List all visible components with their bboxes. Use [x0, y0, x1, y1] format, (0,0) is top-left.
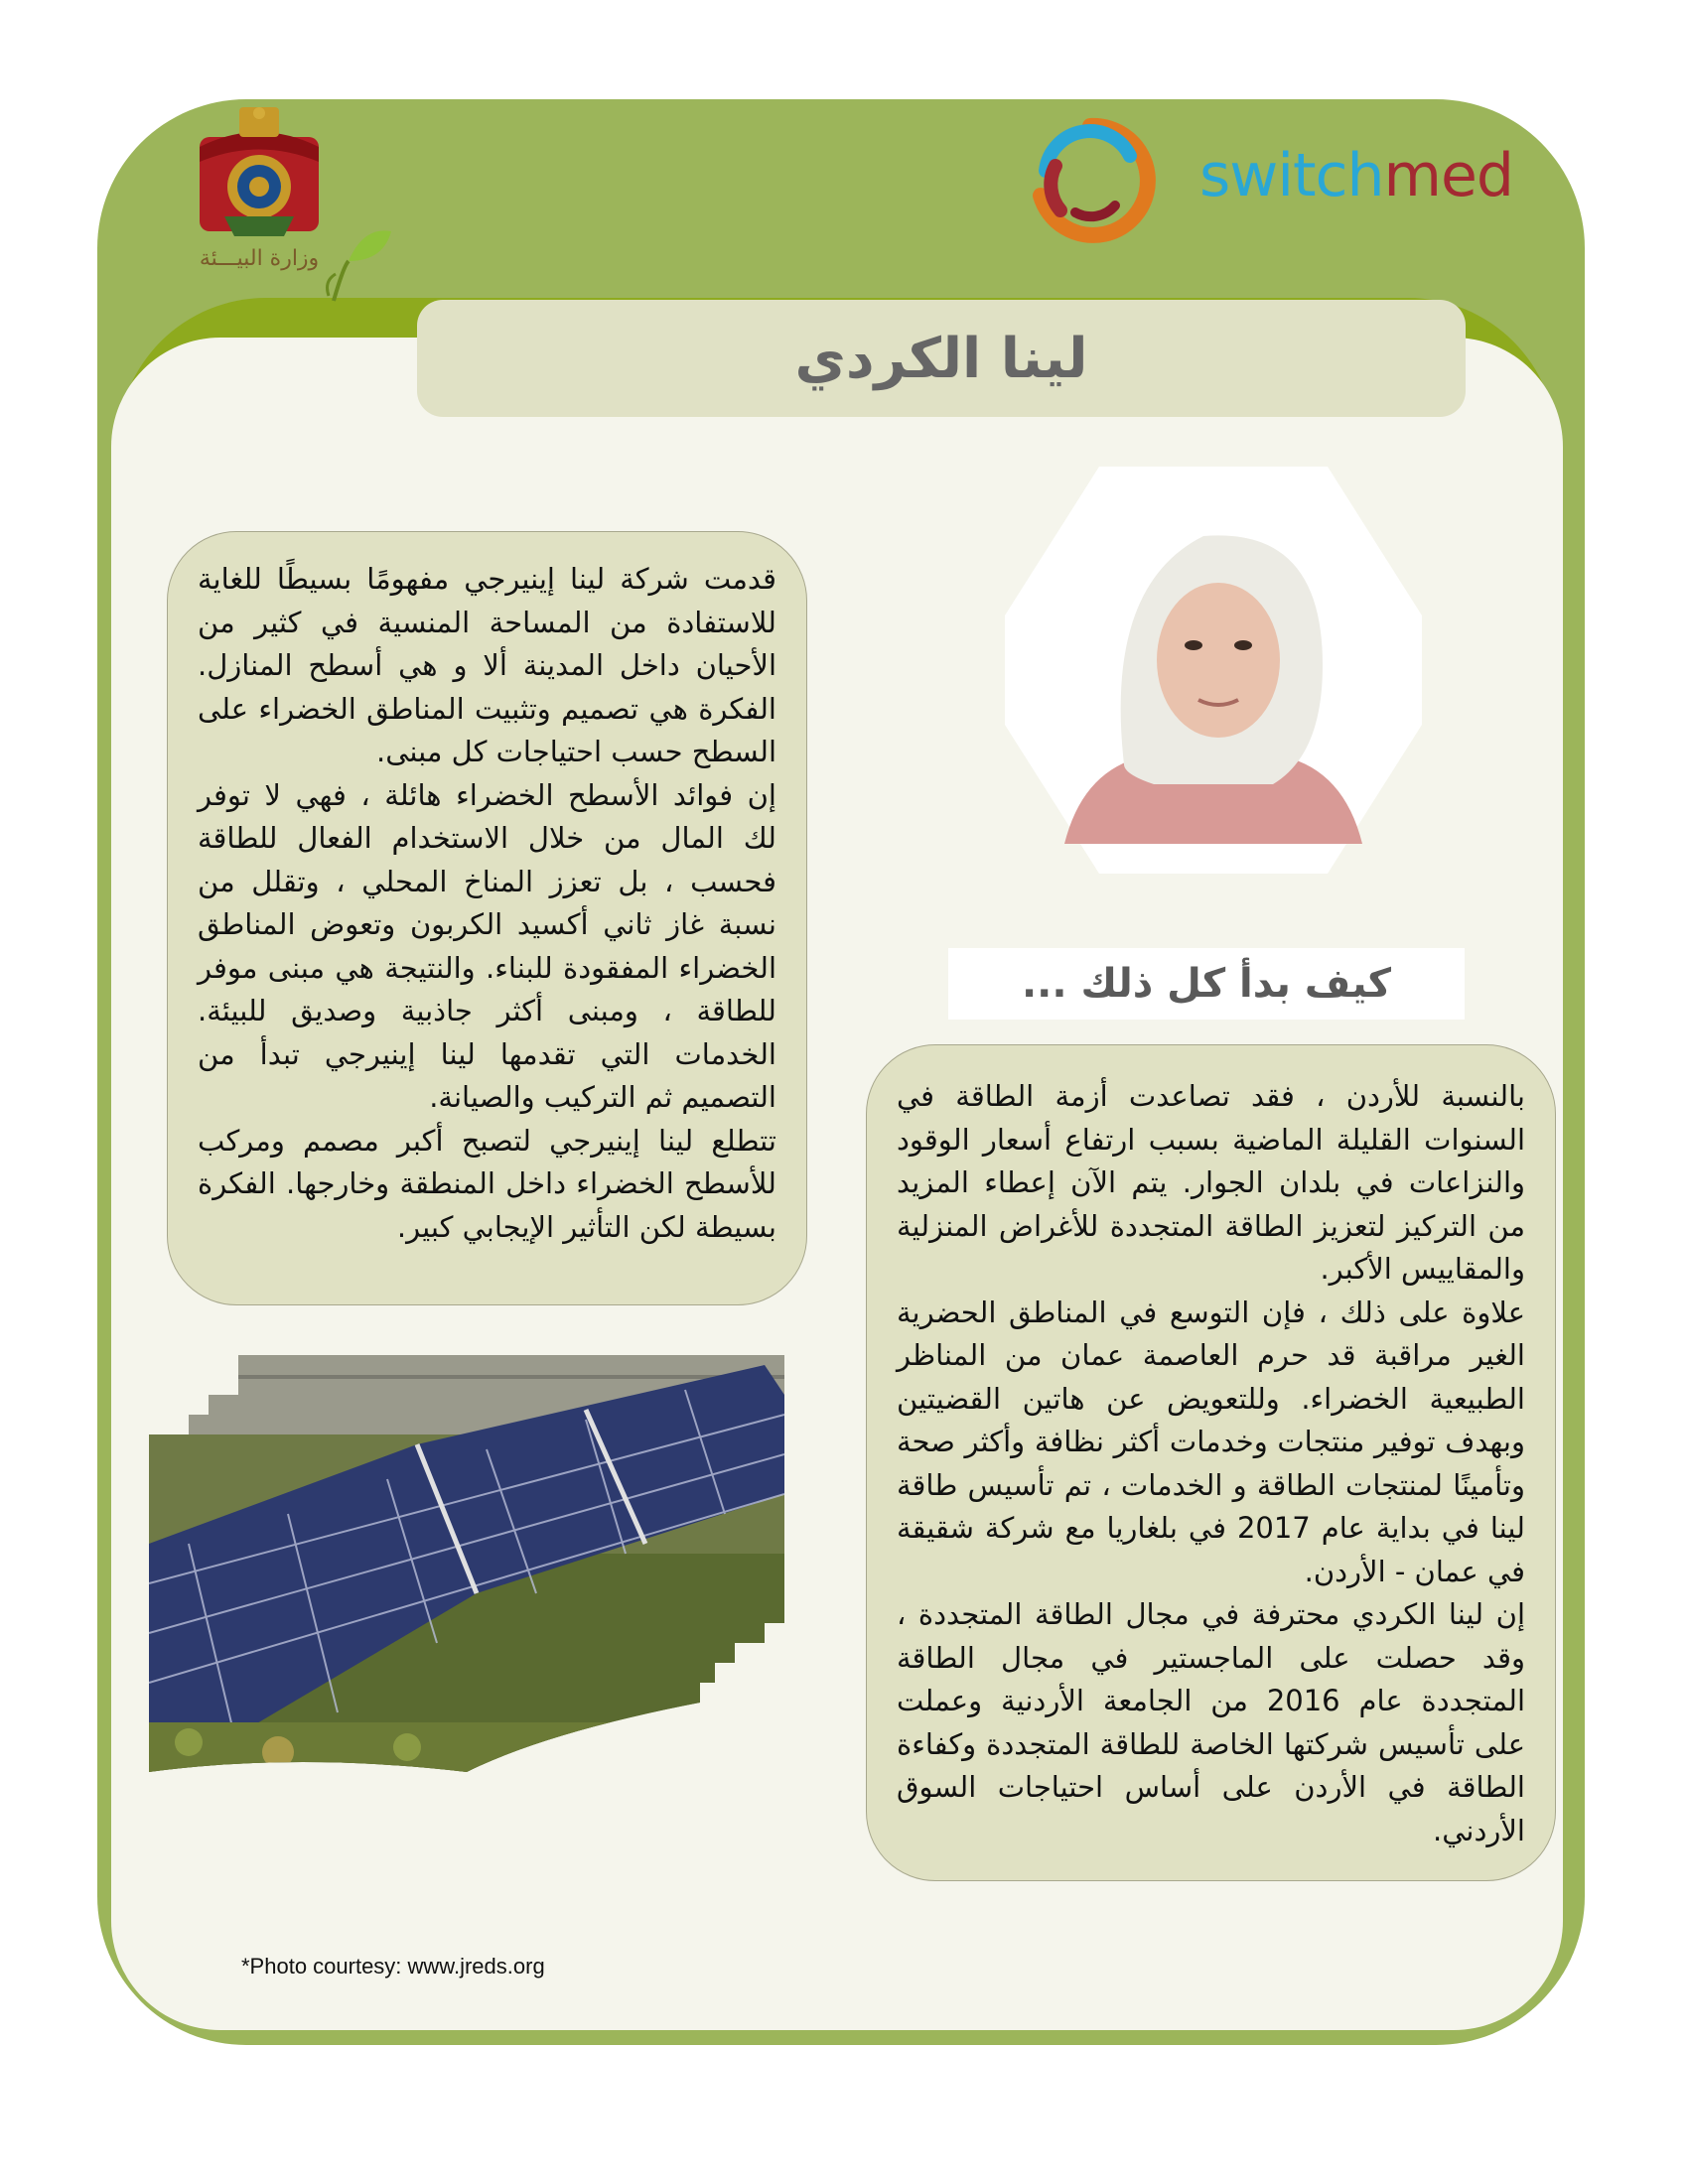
title-banner: [417, 300, 1466, 417]
brand-name-med: med: [1383, 141, 1513, 210]
left-paragraph: تتطلع لينا إينيرجي لتصبح أكبر مصمم ومركب للأسطح الخضراء داخل المنطقة وخارجها. الفكرة بسيطة لكن التأثير الإيجابي كبير.: [198, 1123, 776, 1244]
switchmed-logo: [1021, 111, 1513, 250]
ministry-logo: [185, 107, 393, 306]
switchmed-swirl-icon: [1021, 111, 1160, 250]
left-paragraph: إن فوائد الأسطح الخضراء هائلة ، فهي لا توفر لك المال من خلال الاستخدام الفعال للطاقة فحسب ، بل تعزز المناخ المحلي ، وتقلل من نسبة غاز ثاني أكسيد الكربون وتعوض المناطق الخضراء المفقودة للبناء. والنتيجة هي مبنى موفر للطاقة ، ومبنى أكثر جاذبية وصديق للبيئة. الخدمات التي تقدمها لينا إينيرجي تبدأ من التصميم ثم التركيب والصيانة.: [198, 777, 776, 1114]
brand-name: [1199, 141, 1513, 210]
portrait-photo: [1005, 467, 1422, 874]
right-text-box: [866, 1044, 1556, 1881]
page-title: لينا الكردي: [794, 326, 1088, 391]
subtitle: كيف بدأ كل ذلك ...: [1021, 961, 1392, 1007]
solar-roof-photo: [149, 1355, 784, 1787]
subtitle-banner: [948, 948, 1465, 1020]
right-paragraph: إن لينا الكردي محترفة في مجال الطاقة المتجددة ، وقد حصلت على الماجستير في مجال الطاقة المتجددة عام 2016 من الجامعة الأردنية وعملت على تأسيس شركتها الخاصة للطاقة المتجددة وكفاءة الطاقة في الأردن على أساس احتياجات السوق الأردني.: [897, 1597, 1525, 1847]
right-paragraph: علاوة على ذلك ، فإن التوسع في المناطق الحضرية الغير مراقبة قد حرم العاصمة عمان من المناظر الطبيعية الخضراء. وللتعويض عن هاتين القضيتين وبهدف توفير منتجات وخدمات أكثر نظافة وأكثر صحة وتأمينًا لمنتجات الطاقة و الخدمات ، تم تأسيس طاقة لينا في بداية عام 2017 في بلغاريا مع شركة شقيقة في عمان - الأردن.: [897, 1295, 1525, 1588]
ministry-label: وزارة البيـــئة: [199, 246, 320, 271]
left-paragraph: قدمت شركة لينا إينيرجي مفهومًا بسيطًا للغاية للاستفادة من المساحة المنسية في كثير من الأحيان داخل المدينة ألا و هي أسطح المنازل. الفكرة هي تصميم وتثبيت المناطق الخضراء على السطح حسب احتياجات كل مبنى.: [198, 562, 776, 768]
jordan-coat-of-arms-icon: [185, 107, 334, 246]
leaf-icon: [324, 226, 393, 306]
right-paragraph: بالنسبة للأردن ، فقد تصاعدت أزمة الطاقة في السنوات القليلة الماضية بسبب ارتفاع أسعار الوقود والنزاعات في بلدان الجوار. يتم الآن إعطاء المزيد من التركيز لتعزيز الطاقة المتجددة للأغراض المنزلية والمقاييس الأكبر.: [897, 1079, 1525, 1286]
brand-name-switch: switch: [1199, 141, 1384, 210]
photo-credit: *Photo courtesy: www.jreds.org: [241, 1954, 545, 1979]
left-text-box: [167, 531, 807, 1305]
